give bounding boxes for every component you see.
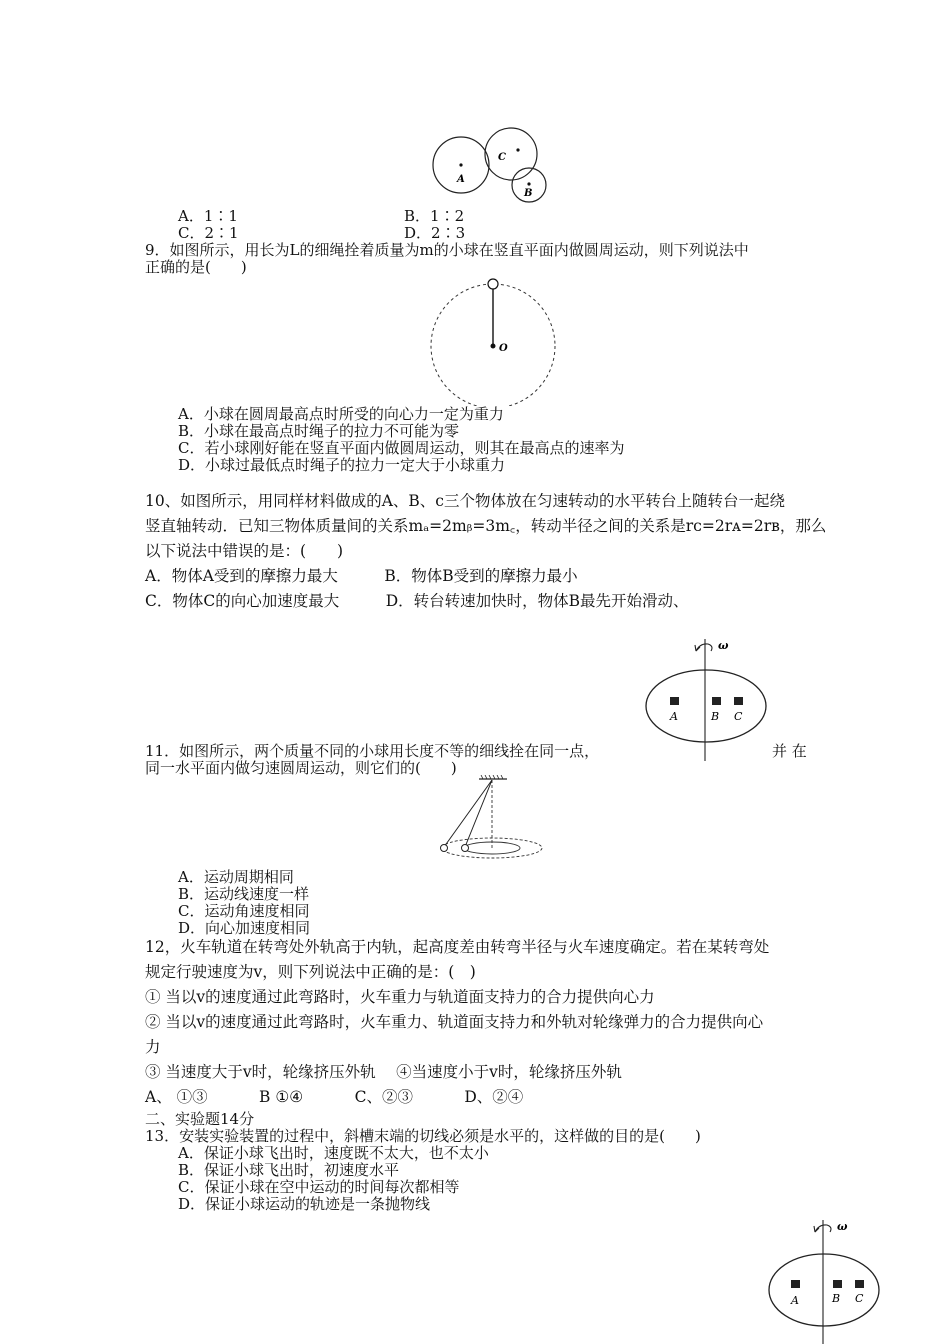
q13-option-c: C．保证小球在空中运动的时间每次都相等 [178,1178,460,1196]
q12-stem-line1: 12，火车轨道在转弯处外轨高于内轨，起高度差由转弯半径与火车速度确定。若在某转弯处 [145,938,770,956]
q9-option-c: C．若小球刚好能在竖直平面内做圆周运动，则其在最高点的速率为 [178,439,625,457]
q10-stem-line2: 竖直轴转动．已知三物体质量间的关系mₐ=2mᵦ=3m꜀，转动半径之间的关系是rᴄ=2rᴀ=2rʙ，那么 [145,517,827,535]
vertical-circle-figure [428,276,558,406]
label-o: O [499,343,508,354]
block-b [833,1280,842,1288]
q11-option-c: C．运动角速度相同 [178,902,310,920]
q8-option-b: B．1∶2 [404,207,465,225]
omega-label: ω [718,639,729,652]
svg-text:C: C [734,710,743,723]
short-string [465,780,492,847]
q9-option-a: A．小球在圆周最高点时所受的向心力一定为重力 [178,405,504,423]
ball-outer [441,845,448,852]
block-c [734,697,743,705]
q10-options-ab: A．物体A受到的摩擦力最大 B．物体B受到的摩擦力最小 [145,567,578,585]
q12-item-1: ① 当以v的速度通过此弯路时，火车重力与轨道面支持力的合力提供向心力 [145,988,655,1006]
label-b: B [524,188,533,199]
center-point [491,344,496,349]
svg-text:C: C [855,1292,864,1305]
wheel-c [485,128,537,180]
label-c: C [498,152,506,163]
ball-inner [462,845,469,852]
turntable-figure-bottom [765,1216,890,1344]
q9-option-b: B．小球在最高点时绳子的拉力不可能为零 [178,422,460,440]
label-a: A [457,174,465,185]
rotation-arrow [696,644,712,651]
disk [769,1254,879,1326]
block-a [791,1280,800,1288]
block-b [712,697,721,705]
omega-label: ω [837,1220,848,1233]
svg-text:A: A [670,710,678,723]
q9-option-d: D．小球过最低点时绳子的拉力一定大于小球重力 [178,456,506,474]
block-c [855,1280,864,1288]
long-string [444,780,492,847]
q9-stem-line2: 正确的是( ) [145,258,247,276]
q12-items-3-4: ③ 当速度大于v时，轮缘挤压外轨 ④当速度小于v时，轮缘挤压外轨 [145,1063,622,1081]
svg-text:B: B [711,710,720,723]
q10-stem-line1: 10、如图所示，用同样材料做成的A、B、c三个物体放在匀速转动的水平转台上随转台一起绕 [145,492,785,510]
q8-option-a: A．1∶1 [178,207,238,225]
q12-item-2-line1: ② 当以v的速度通过此弯路时，火车重力、轨道面支持力和外轨对轮缘弹力的合力提供向心 [145,1013,764,1031]
q11-option-b: B．运动线速度一样 [178,885,310,903]
q8-option-d: D．2∶3 [404,224,466,242]
q8-option-c: C．2∶1 [178,224,239,242]
q11-stem-line1-right: 并 在 [772,742,807,760]
block-a [670,697,679,705]
q10-stem-line3: 以下说法中错误的是：( ) [145,542,344,560]
q13-option-d: D．保证小球运动的轨迹是一条抛物线 [178,1195,431,1213]
conical-pendulum-figure [435,775,550,860]
q11-option-d: D．向心加速度相同 [178,919,311,937]
q11-stem-line1-left: 11．如图所示，两个质量不同的小球用长度不等的细线拴在同一点， [145,742,600,760]
ball [488,279,498,289]
q11-option-a: A．运动周期相同 [178,868,294,886]
disk [646,670,766,742]
q12-options: A、 ①③ B ①④ C、②③ D、②④ [145,1088,524,1106]
q10-options-cd: C．物体C的向心加速度最大 D．转台转速加快时，物体B最先开始滑动、 [145,592,689,610]
q13-option-a: A．保证小球飞出时，速度既不太大，也不太小 [178,1144,489,1162]
q12-item-2-line2: 力 [145,1038,161,1056]
three-wheels-figure [425,120,565,205]
q11-stem-line2: 同一水平面内做匀速圆周运动，则它们的( ) [145,759,457,777]
turntable-figure [640,635,770,765]
svg-text:A: A [791,1294,799,1307]
section-heading-experiment: 二、实验题14分 [145,1110,255,1128]
svg-text:B: B [832,1292,841,1305]
q9-stem-line1: 9．如图所示，用长为L的细绳拴着质量为m的小球在竖直平面内做圆周运动，则下列说法中 [145,241,749,259]
q13-stem: 13．安装实验装置的过程中，斜槽末端的切线必须是水平的，这样做的目的是( ) [145,1127,701,1145]
q12-stem-line2: 规定行驶速度为v，则下列说法中正确的是：( ) [145,963,476,981]
q13-option-b: B．保证小球飞出时，初速度水平 [178,1161,400,1179]
